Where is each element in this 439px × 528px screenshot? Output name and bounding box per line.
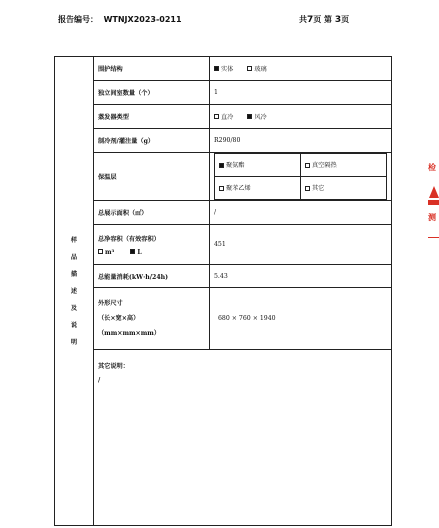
- option-text: 聚苯乙烯: [226, 185, 251, 193]
- side-char: 述: [70, 287, 78, 295]
- other-notes-label: 其它说明：: [98, 362, 129, 370]
- unchecked-box-icon: [219, 186, 224, 191]
- refrigerant-label: 制冷剂/灌注量（g）: [94, 128, 210, 152]
- checked-box-icon: [130, 249, 135, 254]
- unchecked-box-icon: [305, 186, 310, 191]
- unchecked-box-icon: [247, 66, 252, 71]
- side-char: 品: [70, 253, 78, 261]
- side-char: 及: [70, 304, 78, 312]
- unit-l: L: [137, 248, 142, 256]
- evaporator-label: 蒸发器类型: [94, 104, 210, 128]
- volume-label-cell: [94, 224, 210, 265]
- insulation-options: [210, 152, 392, 200]
- dimensions-label-2: （长×宽×高）: [98, 315, 140, 323]
- unit-m3: m³: [105, 248, 115, 256]
- option-other: [301, 176, 387, 199]
- compartments-value: 1: [210, 80, 392, 104]
- volume-value: 451: [210, 224, 392, 265]
- option-text: 风冷: [254, 113, 267, 121]
- checked-box-icon: [247, 114, 252, 119]
- option-direct-cool: [214, 114, 233, 121]
- side-char: 说: [70, 321, 78, 329]
- option-pu-foam: [215, 153, 301, 176]
- volume-units: [98, 249, 205, 256]
- sample-description-table: [54, 56, 392, 526]
- insulation-label: 保温层: [94, 152, 210, 200]
- evaporator-options: [210, 104, 392, 128]
- display-area-label: 总展示面积（㎡）: [94, 200, 210, 224]
- inspection-stamp: [426, 160, 439, 240]
- pages-prefix: 共: [299, 15, 307, 24]
- option-air-cool: [247, 114, 266, 121]
- side-char: 样: [70, 236, 78, 244]
- compartments-label: 独立间室数量（个）: [94, 80, 210, 104]
- dimensions-label-3: （mm×mm×mm）: [98, 330, 161, 338]
- unchecked-box-icon: [214, 114, 219, 119]
- stamp-text-top: 检: [428, 163, 436, 172]
- option-polystyrene: [215, 176, 301, 199]
- checked-box-icon: [219, 163, 224, 168]
- volume-label: 总净容积（有效容积）: [98, 235, 160, 243]
- dimensions-label: 外形尺寸: [98, 300, 123, 308]
- energy-label: 总能量消耗(kW·h/24h): [94, 265, 210, 288]
- option-text: 聚氨酯: [226, 162, 245, 170]
- stamp-bar: [428, 200, 439, 205]
- report-number-label: 报告编号：: [58, 15, 98, 24]
- side-label: [55, 57, 94, 526]
- option-text: 玻璃: [254, 65, 267, 73]
- refrigerant-value: R290/80: [210, 128, 392, 152]
- option-text: 真空隔热: [312, 162, 337, 170]
- other-notes-value: /: [98, 376, 101, 384]
- stamp-triangle-icon: [429, 186, 439, 198]
- display-area-value: /: [210, 200, 392, 224]
- unchecked-box-icon: [305, 163, 310, 168]
- option-text: 实体: [221, 65, 234, 73]
- report-number: [58, 14, 182, 25]
- total-pages: 7: [307, 15, 314, 25]
- page-indicator: [299, 14, 349, 25]
- current-page: 3: [334, 15, 342, 25]
- stamp-text-bottom: 测: [428, 213, 436, 222]
- pages-suffix: 页: [341, 15, 350, 24]
- unchecked-box-icon: [98, 249, 103, 254]
- side-char: 描: [70, 270, 78, 278]
- dimensions-value: 680 × 760 × 1940: [210, 288, 392, 349]
- enclosure-label: 围护结构: [94, 57, 210, 81]
- option-text: 直冷: [221, 113, 234, 121]
- insulation-grid: [214, 153, 387, 200]
- checked-box-icon: [214, 66, 219, 71]
- stamp-line: [428, 237, 439, 238]
- pages-mid: 页 第: [313, 15, 333, 24]
- option-glass: [247, 66, 266, 73]
- energy-value: 5.43: [210, 265, 392, 288]
- dimensions-label-cell: [94, 288, 210, 349]
- enclosure-options: [210, 57, 392, 81]
- report-number-value: WTNJX2023-0211: [103, 15, 182, 24]
- option-solid: [214, 66, 233, 73]
- option-vacuum: [301, 153, 387, 176]
- option-text: 其它: [312, 185, 325, 193]
- other-notes-cell: [94, 349, 392, 525]
- side-char: 明: [70, 338, 78, 346]
